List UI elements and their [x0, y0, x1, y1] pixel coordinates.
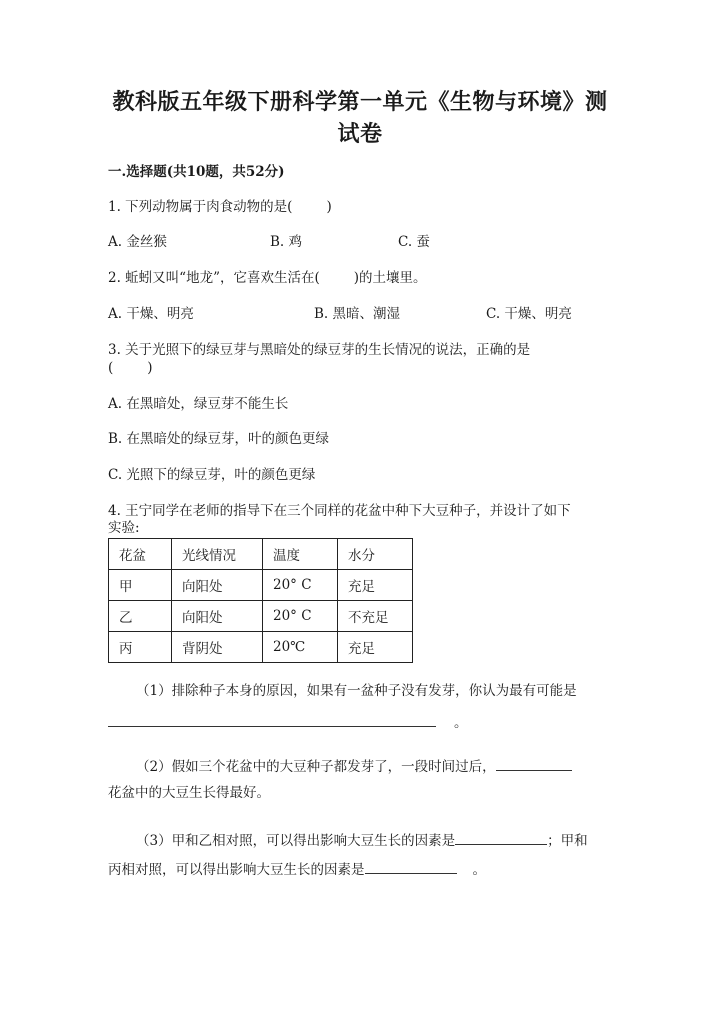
sub-question-3-mid: ；甲和	[547, 833, 588, 849]
question-1-stem: 1. 下列动物属于肉食动物的是(	[108, 199, 293, 215]
table-cell: 背阴处	[172, 632, 263, 663]
question-1-stem-end: )	[326, 199, 332, 215]
table-cell: 充足	[338, 570, 413, 601]
title-line-1: 教科版五年级下册科学第一单元《生物与环境》测	[112, 89, 608, 115]
answer-blank[interactable]	[108, 712, 436, 727]
q2-option-b: B. 黑暗、潮湿	[314, 306, 401, 322]
table-cell: 向阳处	[172, 570, 263, 601]
q3-option-b: B. 在黑暗处的绿豆芽，叶的颜色更绿	[108, 431, 330, 447]
table-row	[109, 632, 413, 663]
question-4-stem: 4. 王宁同学在老师的指导下在三个同样的花盆中种下大豆种子，并设计了如下	[108, 503, 571, 519]
q1-option-c: C. 蚕	[398, 234, 430, 250]
sub-question-1-answer-line	[108, 712, 468, 732]
answer-blank[interactable]	[365, 859, 457, 874]
table-header-row	[109, 539, 413, 570]
sub-question-3	[136, 830, 588, 850]
table-cell: 丙	[109, 632, 172, 663]
q1-option-b: B. 鸡	[270, 234, 303, 250]
table-header: 温度	[263, 539, 338, 570]
sub-question-2-line2: 花盆中的大豆生长得最好。	[108, 785, 270, 801]
experiment-table	[108, 538, 413, 663]
table-cell: 20° C	[263, 601, 338, 632]
table-row	[109, 601, 413, 632]
question-2	[108, 269, 427, 287]
question-2-stem-end: )的土壤里。	[353, 270, 427, 286]
question-3-paren	[108, 359, 153, 377]
table-header: 花盆	[109, 539, 172, 570]
question-2-stem: 2. 蚯蚓又叫“地龙”，它喜欢生活在(	[108, 270, 320, 286]
table-cell: 不充足	[338, 601, 413, 632]
paren-close: )	[147, 360, 153, 376]
question-1	[108, 198, 332, 216]
table-cell: 向阳处	[172, 601, 263, 632]
q1-option-a: A. 金丝猴	[108, 234, 167, 250]
table-row	[109, 570, 413, 601]
table-cell: 充足	[338, 632, 413, 663]
table-cell: 20℃	[263, 632, 338, 663]
q2-option-c: C. 干燥、明亮	[486, 306, 572, 322]
answer-blank[interactable]	[455, 830, 547, 845]
table-header: 光线情况	[172, 539, 263, 570]
sub-question-1-end: 。	[454, 715, 468, 731]
q3-option-c: C. 光照下的绿豆芽，叶的颜色更绿	[108, 467, 316, 483]
q3-option-a: A. 在黑暗处，绿豆芽不能生长	[108, 396, 289, 412]
table-cell: 20° C	[263, 570, 338, 601]
paren-open: (	[108, 360, 114, 376]
table-cell: 乙	[109, 601, 172, 632]
answer-blank[interactable]	[496, 756, 572, 771]
sub-question-2-text: （2）假如三个花盆中的大豆种子都发芽了，一段时间过后，	[136, 759, 496, 775]
q2-option-a: A. 干燥、明亮	[108, 306, 194, 322]
question-4-stem-line2: 实验:	[108, 520, 140, 536]
table-cell: 甲	[109, 570, 172, 601]
section-heading: 一.选择题(共10题，共52分)	[108, 164, 285, 180]
question-3-stem: 3. 关于光照下的绿豆芽与黑暗处的绿豆芽的生长情况的说法，正确的是	[108, 342, 531, 358]
sub-question-3-line2-text: 丙相对照，可以得出影响大豆生长的因素是	[108, 862, 365, 878]
title-line-2: 试卷	[337, 121, 383, 147]
page-title	[60, 86, 660, 150]
sub-question-1: （1）排除种子本身的原因，如果有一盆种子没有发芽，你认为最有可能是	[136, 683, 577, 699]
sub-question-2	[136, 756, 572, 776]
sub-question-3-text: （3）甲和乙相对照，可以得出影响大豆生长的因素是	[136, 833, 456, 849]
table-header: 水分	[338, 539, 413, 570]
sub-question-3-line2	[108, 859, 486, 879]
sub-question-3-end: 。	[472, 862, 486, 878]
